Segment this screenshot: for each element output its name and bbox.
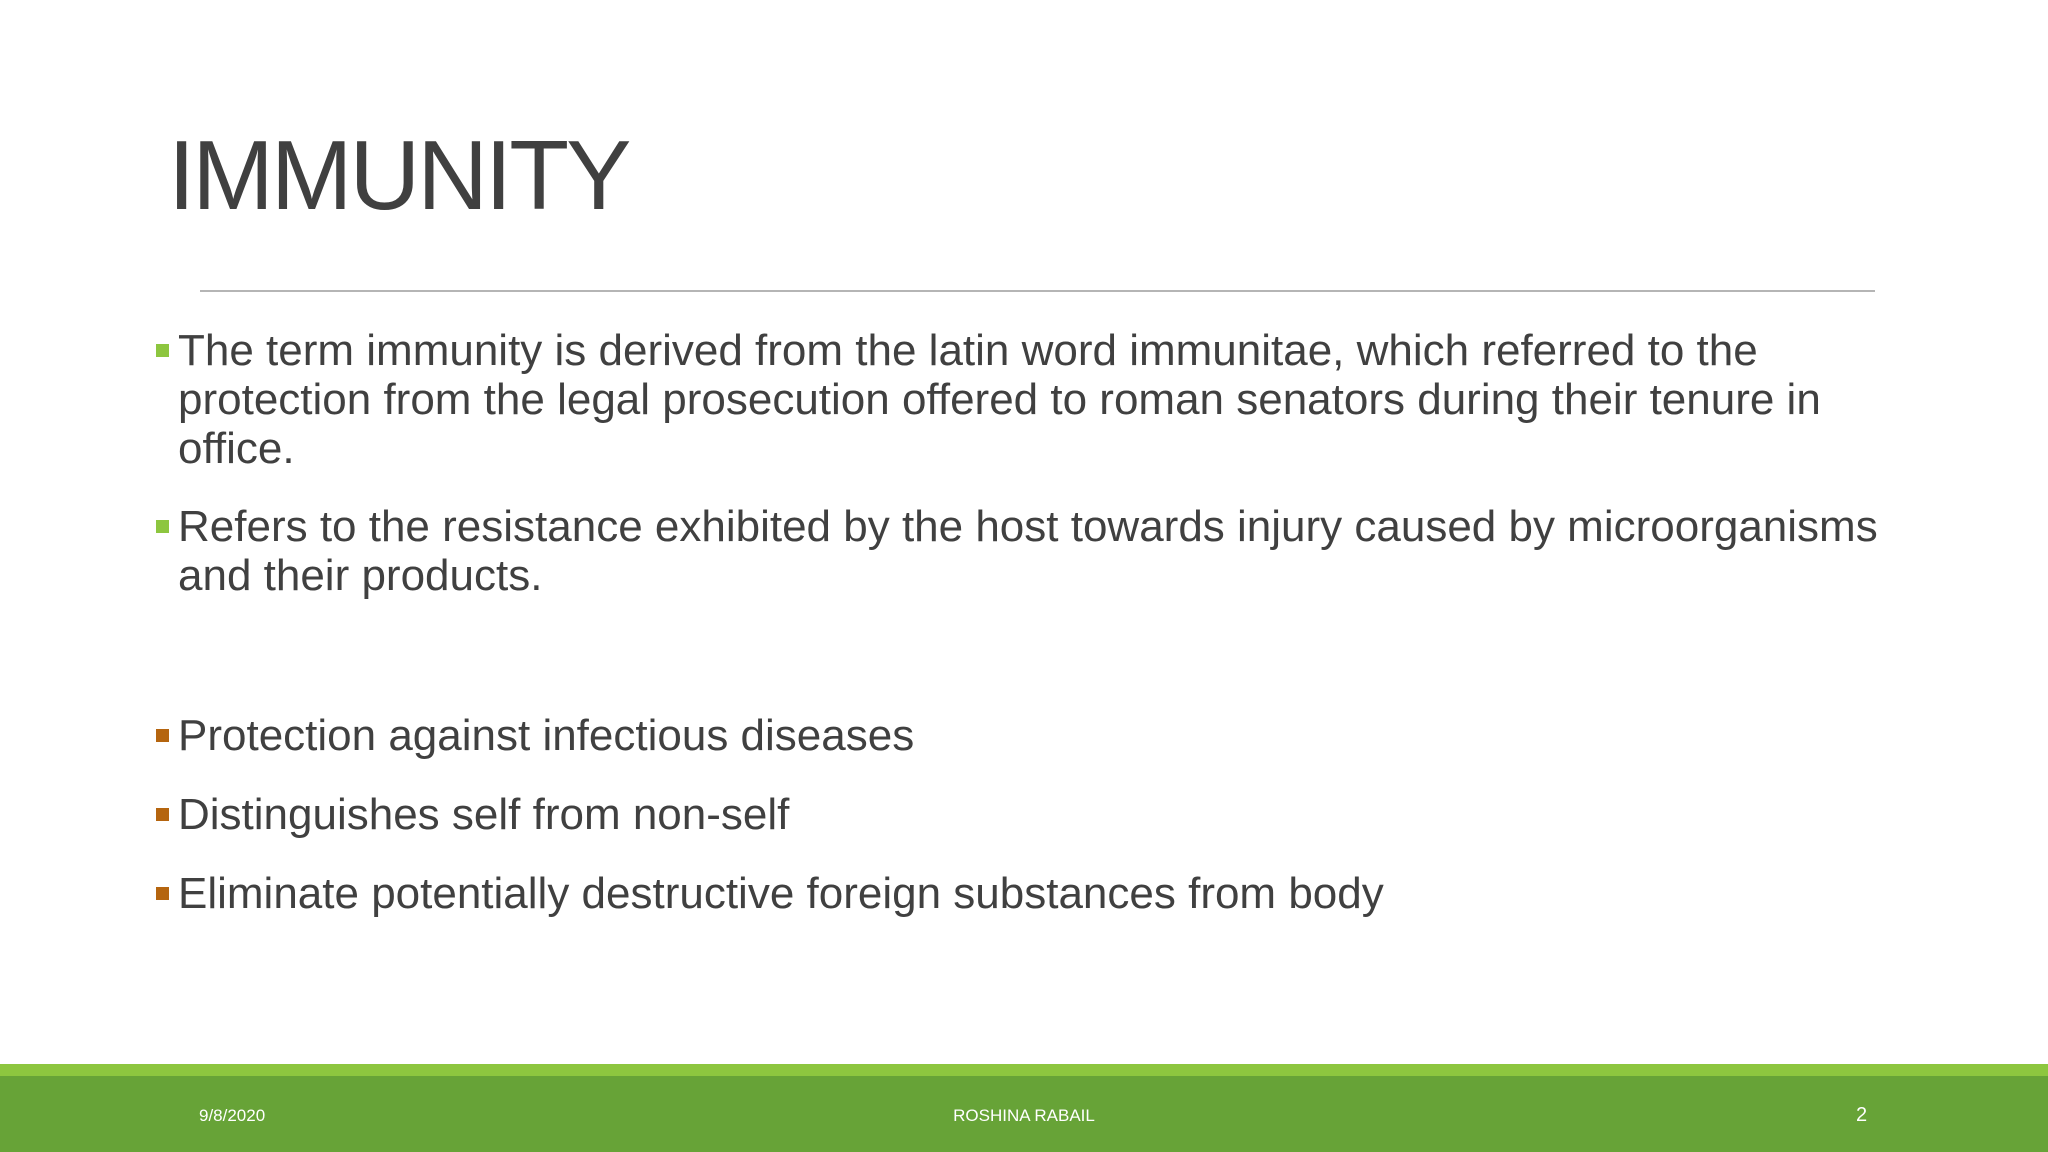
footer-date: 9/8/2020 bbox=[199, 1106, 266, 1125]
bullet-text: Distinguishes self from non-self bbox=[178, 790, 790, 839]
bullet-text: Eliminate potentially destructive foreign substances from body bbox=[178, 869, 1384, 918]
title-divider bbox=[200, 290, 1875, 292]
footer-bar bbox=[0, 1076, 2048, 1152]
footer-accent-stripe bbox=[0, 1064, 2048, 1076]
bullet-text: Refers to the resistance exhibited by the host towards injury caused by microorganisms and their products. bbox=[178, 502, 1878, 600]
slide-number: 2 bbox=[1856, 1104, 1868, 1126]
bullet-item bbox=[156, 869, 1886, 918]
bullet-list bbox=[156, 326, 1886, 918]
square-bullet-icon bbox=[156, 808, 169, 821]
square-bullet-icon bbox=[156, 887, 169, 900]
bullet-text: Protection against infectious diseases bbox=[178, 711, 915, 760]
bullet-item bbox=[156, 502, 1886, 600]
footer-author: ROSHINA RABAIL bbox=[953, 1106, 1095, 1125]
square-bullet-icon bbox=[156, 520, 169, 533]
bullet-item bbox=[156, 790, 1886, 839]
bullet-text: The term immunity is derived from the latin word immunitae, which referred to the protection from the legal prosecution offered to roman senators during their tenure in office. bbox=[178, 326, 1821, 473]
square-bullet-icon bbox=[156, 729, 169, 742]
slide-title: IMMUNITY bbox=[168, 120, 629, 230]
square-bullet-icon bbox=[156, 344, 169, 357]
bullet-item bbox=[156, 326, 1886, 473]
bullet-item bbox=[156, 711, 1886, 760]
